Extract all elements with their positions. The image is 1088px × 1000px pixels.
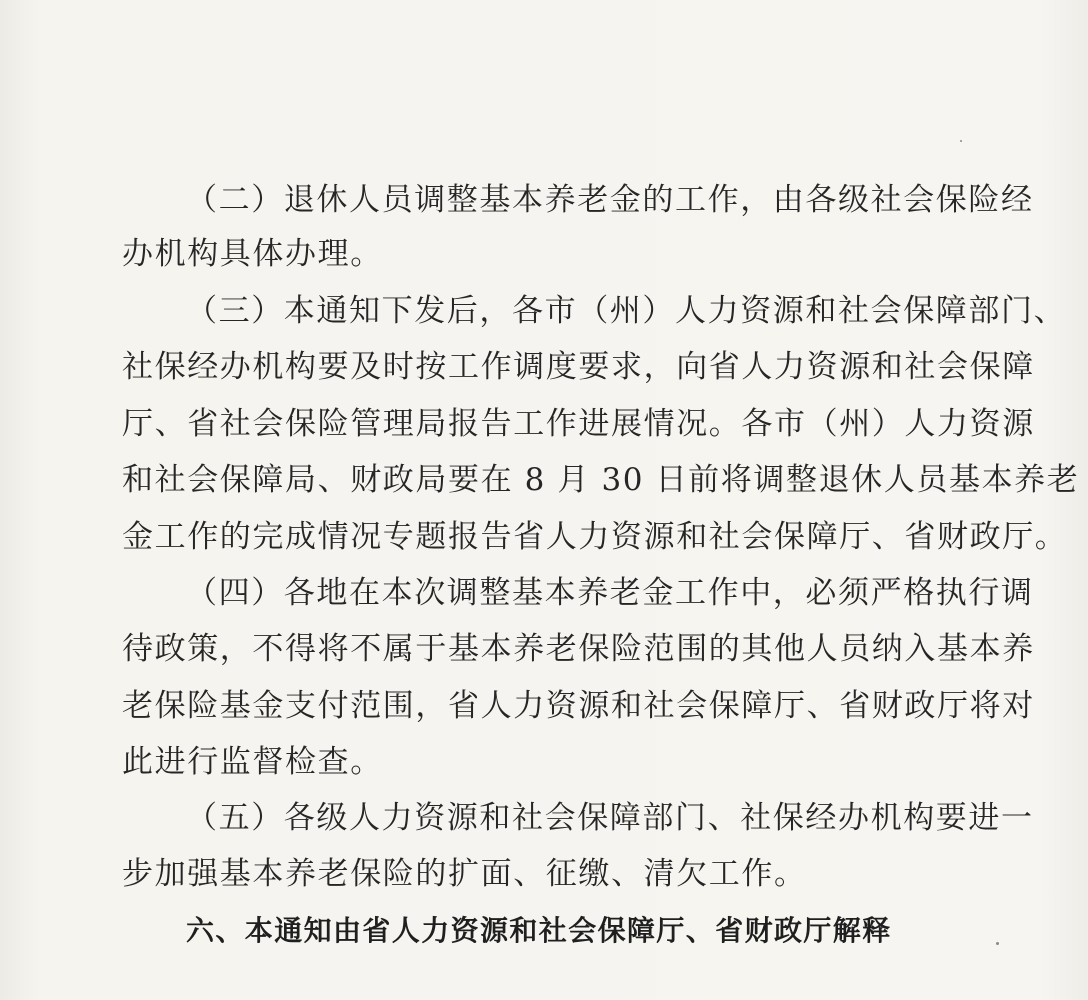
paragraph-3-line-5: 金工作的完成情况专题报告省人力资源和社会保障厅、省财政厅。 [122,519,1068,555]
paragraph-4-line-4: 此进行监督检查。 [122,744,383,780]
paragraph-4-line-2: 待政策，不得将不属于基本养老保险范围的其他人员纳入基本养 [122,631,1035,667]
paper-speck [996,942,999,945]
paragraph-2-line-2: 办机构具体办理。 [122,236,383,272]
paragraph-2-line-1: （二）退休人员调整基本养老金的工作，由各级社会保险经 [186,182,1034,218]
section-heading-6: 六、本通知由省人力资源和社会保障厅、省财政厅解释 [186,914,892,947]
paragraph-4-line-1: （四）各地在本次调整基本养老金工作中，必须严格执行调 [186,575,1034,611]
paragraph-3-line-4: 和社会保障局、财政局要在 8 月 30 日前将调整退休人员基本养老 [122,462,1080,498]
paragraph-4-line-3: 老保险基金支付范围，省人力资源和社会保障厅、省财政厅将对 [122,688,1035,724]
paragraph-3-line-3: 厅、省社会保险管理局报告工作进展情况。各市（州）人力资源 [122,406,1035,442]
paragraph-3-line-1: （三）本通知下发后，各市（州）人力资源和社会保障部门、 [186,293,1067,329]
paragraph-5-line-1: （五）各级人力资源和社会保障部门、社保经办机构要进一 [186,800,1034,836]
paragraph-3-line-2: 社保经办机构要及时按工作调度要求，向省人力资源和社会保障 [122,349,1035,385]
paper-speck [960,140,962,142]
paragraph-5-line-2: 步加强基本养老保险的扩面、征缴、清欠工作。 [122,856,807,892]
